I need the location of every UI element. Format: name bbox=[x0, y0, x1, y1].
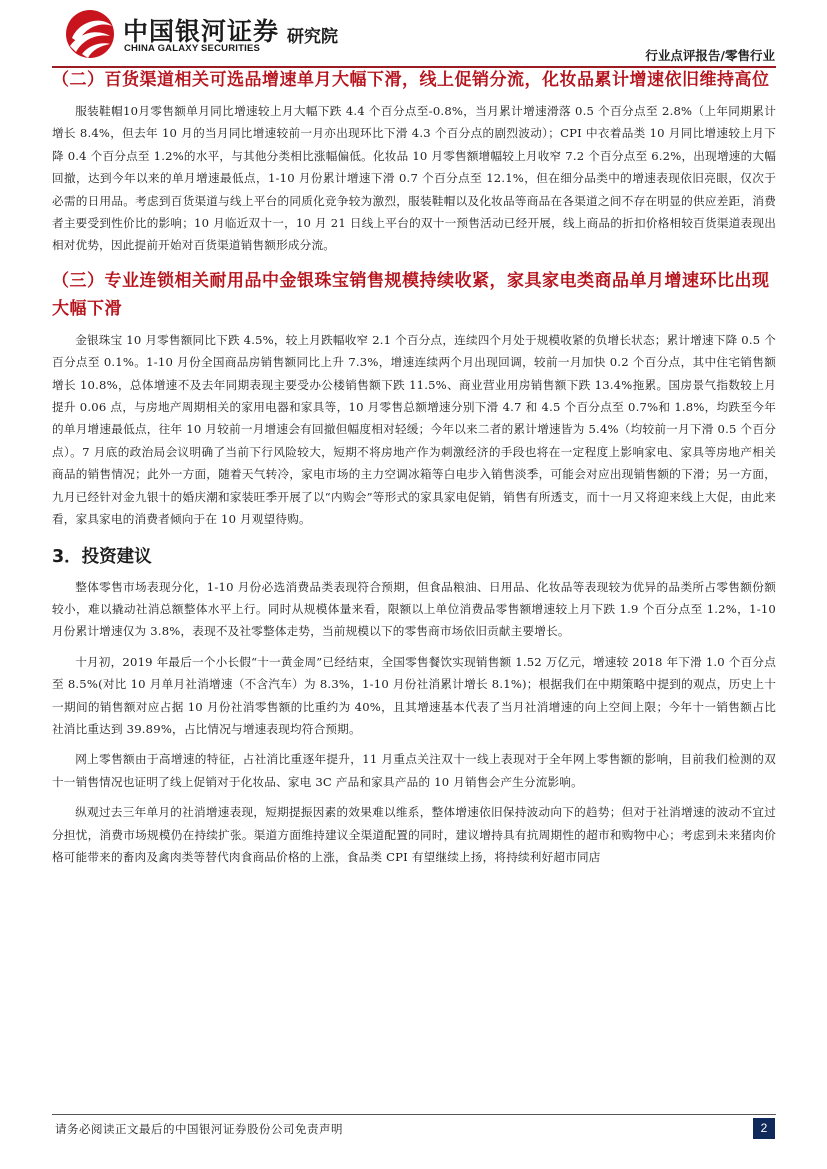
main-content bbox=[52, 66, 776, 868]
section-3-title: （三）专业连锁相关耐用品中金银珠宝销售规模持续收紧，家具家电类商品单月增速环比出现大幅下滑 bbox=[52, 270, 770, 319]
disclaimer-note: 请务必阅读正文最后的中国银河证券股份公司免责声明 bbox=[55, 1122, 343, 1136]
research-institute-label: 研究院 bbox=[287, 27, 338, 47]
page-number: 2 bbox=[753, 1118, 775, 1139]
investment-advice-heading: 3．投资建议 bbox=[52, 546, 152, 567]
advice-paragraph-3: 网上零售额由于高增速的特征，占社消比重逐年提升，11 月重点关注双十一线上表现对于全年网上零售额的影响，目前我们检测的双十一销售情况也证明了线上促销对于化妆品、家电 3C 产品和家具产品的 10 月销售会产生分流影响。 bbox=[52, 752, 776, 789]
report-type-label: 行业点评报告/零售行业 bbox=[645, 48, 775, 63]
advice-paragraph-1: 整体零售市场表现分化，1-10 月份必选消费品类表现符合预期，但食品粮油、日用品、化妆品等表现较为优异的品类所占零售额份额较小，难以撬动社消总额整体水平上行。同时从规模体量来看，限额以上单位消费品零售额增速较上月下跌 1.9 个百分点至 1.2%，1-10 月份累计增速仅为 3.8%，表现不及社零整体走势，当前规模以下的零售商市场依旧贡献主要增长。 bbox=[52, 579, 776, 639]
section-2-title: （二）百货渠道相关可选品增速单月大幅下滑，线上促销分流，化妆品累计增速依旧维持高位 bbox=[52, 70, 770, 90]
advice-paragraph-4: 纵观过去三年单月的社消增速表现，短期提振因素的效果难以维系，整体增速依旧保持波动向下的趋势；但对于社消增速的波动不宜过分担忧，消费市场规模仍在持续扩张。渠道方面维持建议全渠道配置的同时，建议增持具有抗周期性的超市和购物中心；考虑到未来猪肉价格可能带来的畜肉及禽肉类等替代肉食商品价格的上涨，食品类 CPI 有望继续上扬，将持续利好超市同店 bbox=[52, 805, 776, 864]
section-3-paragraph: 金银珠宝 10 月零售额同比下跌 4.5%，较上月跌幅收窄 2.1 个百分点，连续四个月处于规模收紧的负增长状态；累计增速下降 0.5 个百分点至 0.1%。1-10 月份全国商品房销售额同比上升 7.3%，增速连续两个月出现回调，较前一月加快 0.2 个百分点，其中住宅销售额增长 10.8%，总体增速不及去年同期表现主要受办公楼销售额下跌 11.5%、商业营业用房销售额下跌 13.4%拖累。国房景气指数较上月提升 0.06 点，与房地产周期相关的家用电器和家具等，10 月零售总额增速分别下滑 4.7 和 4.5 个百分点至 0.7%和 1.8%，均跌至今年的单月增速最低点，往年 10 月较前一月增速会有回撤但幅度相对轻缓；今年以来二者的累计增速皆为 5.4%（均较前一月下滑 0.5 个百分点）。7 月底的政治局会议明确了当前下行风险较大，短期不将房地产作为刺激经济的手段也将在一定程度上影响家电、家具等房地产相关商品的销售情况；此外一方面，随着天气转冷，家电市场的主力空调冰箱等白电步入销售淡季，可能会对应出现销售额的下滑；另一方面，九月已经针对金九银十的婚庆潮和家装旺季开展了以“内购会”等形式的家具家电促销，销售有所透支，而十一月又将迎来线上大促，由此来看，家具家电的消费者倾向于在 10 月观望待购。 bbox=[52, 332, 776, 527]
page-header bbox=[0, 0, 827, 70]
brand-name-en: CHINA GALAXY SECURITIES bbox=[124, 43, 261, 54]
advice-paragraph-2: 十月初，2019 年最后一个小长假“十一黄金周”已经结束，全国零售餐饮实现销售额 1.52 万亿元，增速较 2018 年下滑 1.0 个百分点至 8.5%(对比 10 月单月社消增速（不含汽车）为 8.3%，1-10 月份社消累计增长 8.1%)；根据我们在中期策略中提到的观点，历史上十一期间的销售额对应占据 10 月份社消零售额的比重约为 40%，且其增速基本代表了当月社消增速的向上空间上限；今年十一销售额占比社消比重达到 39.89%，占比情况与增速表现均符合预期。 bbox=[52, 654, 776, 736]
galaxy-logo-icon bbox=[62, 8, 118, 60]
section-2-paragraph: 服装鞋帽10月零售额单月同比增速较上月大幅下跌 4.4 个百分点至-0.8%，当月累计增速滑落 0.5 个百分点至 2.8%（上年同期累计增长 8.4%，但去年 10 月的当月同比增速较前一月亦出现环比下滑 4.3 个百分点的剧烈波动）；CPI 中衣着品类 10 月同比增速较上月下降 0.4 个百分点至 1.2%的水平，与其他分类相比涨幅偏低。化妆品 10 月零售额增幅较上月收窄 7.2 个百分点至 6.2%，出现增速的大幅回撤，达到今年以来的单月增速最低点，1-10 月份累计增速下滑 0.7 个百分点至 12.1%，但在细分品类中的增速表现依旧亮眼，仅次于必需的日用品。考虑到百货渠道与线上平台的同质化竞争较为激烈，服装鞋帽以及化妆品等商品在各渠道之间不存在明显的供应差距，消费者主要受到性价比的影响；10 月临近双十一，10 月 21 日线上平台的双十一预售活动已经开展，线上商品的折扣价格相较百货渠道表现出相对优势，因此提前开始对百货渠道销售额形成分流。 bbox=[52, 104, 776, 253]
footer-divider bbox=[52, 1114, 776, 1115]
brand-name-cn: 中国银河证券 bbox=[123, 17, 280, 46]
